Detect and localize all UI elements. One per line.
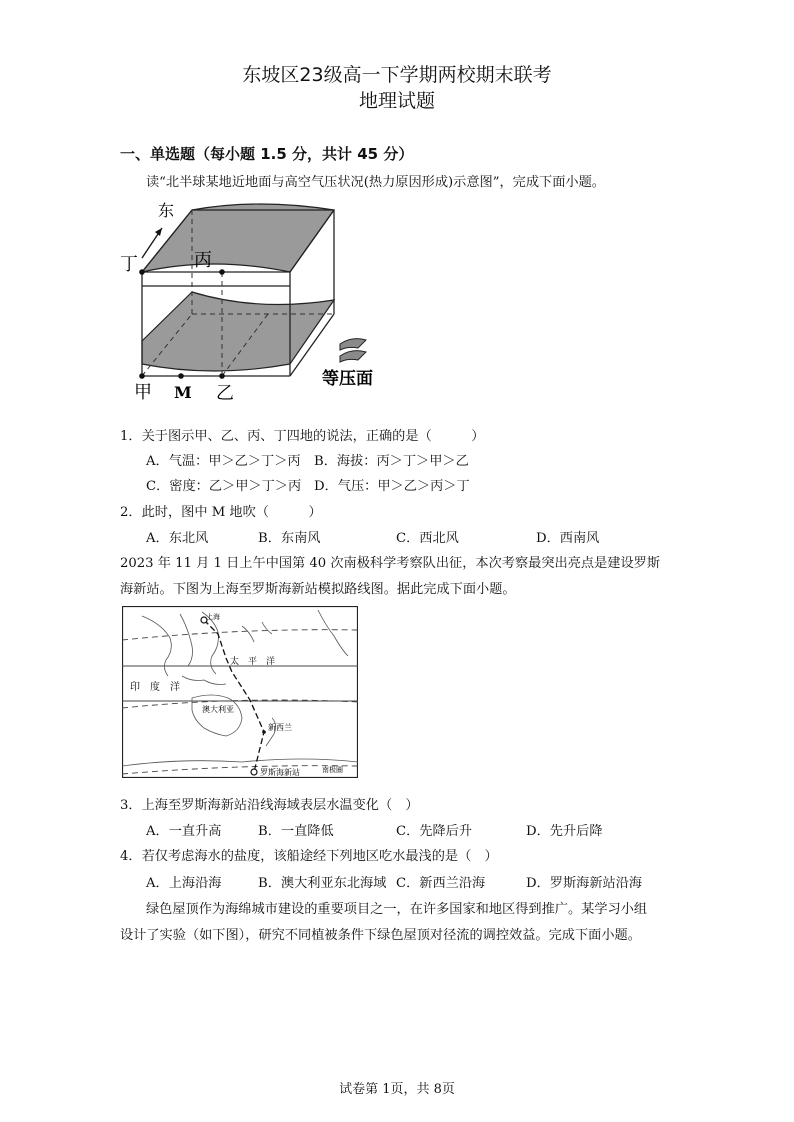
label-bing: 丙 bbox=[194, 250, 212, 271]
label-shanghai: 上海 bbox=[206, 613, 220, 621]
question-4-option-b: B．澳大利亚东北海域 bbox=[258, 876, 387, 891]
exam-title: 东坡区23级高一下学期两校期末联考 bbox=[242, 64, 552, 86]
question-1-option-a: A．气温：甲＞乙＞丁＞丙 bbox=[146, 454, 301, 469]
passage-2-line-2: 海新站。下图为上海至罗斯海新站模拟路线图。据此完成下面小题。 bbox=[120, 582, 516, 597]
question-4-option-a: A．上海沿海 bbox=[146, 876, 222, 891]
question-2-option-d: D．西南风 bbox=[536, 531, 600, 546]
question-2-option-a: A．东北风 bbox=[146, 531, 209, 546]
route-map bbox=[122, 606, 358, 778]
question-4-stem: 4．若仅考虑海水的盐度，该船途经下列地区吃水最浅的是（ ） bbox=[120, 849, 498, 864]
question-1-option-b: B．海拔：丙＞丁＞甲＞乙 bbox=[314, 454, 469, 469]
question-4-option-c: C．新西兰沿海 bbox=[396, 876, 486, 891]
question-2-option-b: B．东南风 bbox=[258, 531, 321, 546]
label-jia: 甲 bbox=[134, 382, 152, 403]
label-australia: 澳大利亚 bbox=[202, 705, 234, 714]
question-3-option-b: B．一直降低 bbox=[258, 824, 334, 839]
question-3-stem: 3．上海至罗斯海新站沿线海域表层水温变化（ ） bbox=[120, 798, 419, 813]
exam-subject: 地理试题 bbox=[358, 90, 435, 112]
question-3-option-c: C．先降后升 bbox=[396, 824, 473, 839]
label-new-zealand: 新西兰 bbox=[268, 723, 292, 732]
question-1-stem: 1．关于图示甲、乙、丙、丁四地的说法，正确的是（ ） bbox=[120, 429, 485, 444]
label-m: M bbox=[174, 383, 192, 402]
section-intro: 读“北半球某地近地面与高空气压状况(热力原因形成)示意图”，完成下面小题。 bbox=[146, 175, 605, 190]
question-2-stem: 2．此时，图中 M 地吹（ ） bbox=[120, 505, 322, 520]
lower-isobaric-surface bbox=[142, 292, 334, 371]
isobar-diagram bbox=[118, 196, 388, 406]
passage-2-line-1: 2023 年 11 月 1 日上午中国第 40 次南极科学考察队出征，本次考察最突出亮点是建设罗斯 bbox=[120, 556, 661, 571]
passage-3-line-1: 绿色屋顶作为海绵城市建设的重要项目之一，在许多国家和地区得到推广。某学习小组 bbox=[146, 902, 648, 917]
label-east: 东 bbox=[158, 201, 175, 220]
label-pacific: 太 平 洋 bbox=[230, 657, 276, 667]
label-ross-sea-station: 罗斯海新站 bbox=[260, 768, 300, 777]
question-1-option-d: D．气压：甲＞乙＞丙＞丁 bbox=[314, 479, 470, 494]
label-yi: 乙 bbox=[216, 383, 234, 404]
label-ding: 丁 bbox=[120, 254, 138, 275]
question-3-option-a: A．一直升高 bbox=[146, 824, 222, 839]
page-footer: 试卷第 1页，共 8页 bbox=[339, 1082, 455, 1097]
label-indian-ocean: 印 度 洋 bbox=[130, 682, 180, 693]
question-3-option-d: D．先升后降 bbox=[526, 824, 603, 839]
question-2-option-c: C．西北风 bbox=[396, 531, 459, 546]
station-marker bbox=[251, 769, 257, 775]
question-1-option-c: C．密度：乙＞甲＞丁＞丙 bbox=[146, 479, 302, 494]
label-antarctic-circle: 南极圈 bbox=[322, 766, 343, 774]
isobar-legend-label: 等压面 bbox=[322, 369, 373, 389]
question-4-option-d: D．罗斯海新站沿海 bbox=[526, 876, 643, 891]
section-heading: 一、单选题（每小题 1.5 分，共计 45 分） bbox=[120, 145, 414, 163]
passage-3-line-2: 设计了实验（如下图），研究不同植被条件下绿色屋顶对径流的调控效益。完成下面小题。 bbox=[120, 928, 641, 943]
